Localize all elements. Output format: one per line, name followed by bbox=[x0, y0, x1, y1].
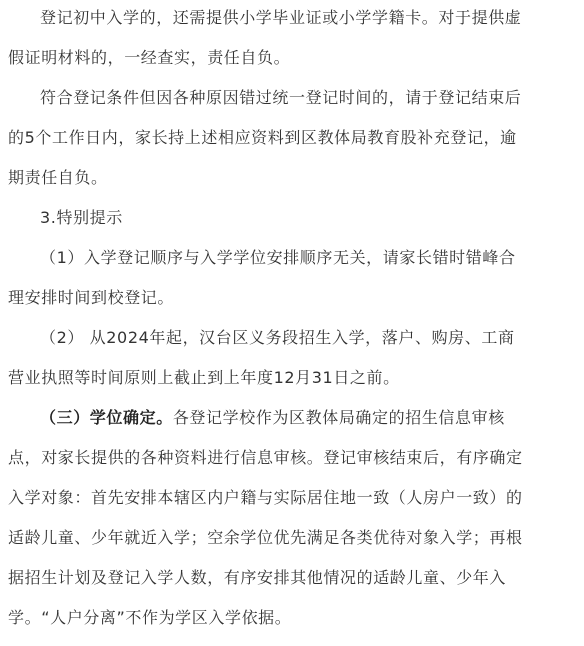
text-line: 登记初中入学的，还需提供小学毕业证或小学学籍卡。对于提供虚 bbox=[40, 8, 522, 27]
text-line: （1）入学登记顺序与入学学位安排顺序无关，请家长错时错峰合 bbox=[40, 248, 516, 267]
text-line: 期责任自负。 bbox=[8, 168, 108, 187]
text-line: 点，对家长提供的各种资料进行信息审核。登记审核结束后，有序确定 bbox=[8, 448, 523, 467]
paragraph-notice-1 bbox=[8, 238, 574, 318]
text-line: 符合登记条件但因各种原因错过统一登记时间的，请于登记结束后 bbox=[40, 88, 522, 107]
text-line: 假证明材料的，一经查实，责任自负。 bbox=[8, 48, 291, 67]
text-line bbox=[8, 398, 574, 438]
text-line: （2） 从2024年起，汉台区义务段招生入学，落户、购房、工商 bbox=[40, 328, 515, 347]
paragraph-notice-2 bbox=[8, 318, 574, 398]
section-heading-seat-confirmation: （三）学位确定。 bbox=[40, 408, 173, 427]
paragraph-registration-docs bbox=[8, 0, 574, 78]
text-line: 营业执照等时间原则上截止到上年度12月31日之前。 bbox=[8, 368, 400, 387]
text-line: 理安排时间到校登记。 bbox=[8, 288, 175, 307]
text-line: 入学对象：首先安排本辖区内户籍与实际居住地一致（人房户一致）的 bbox=[8, 488, 523, 507]
section-heading-special-notice bbox=[8, 198, 574, 238]
text-line: 学。“人户分离”不作为学区入学依据。 bbox=[8, 608, 292, 627]
text-span: 各登记学校作为区教体局确定的招生信息审核 bbox=[172, 408, 505, 427]
text-line: 的5个工作日内，家长持上述相应资料到区教体局教育股补充登记，逾 bbox=[8, 128, 517, 147]
text-line: 据招生计划及登记入学人数，有序安排其他情况的适龄儿童、少年入 bbox=[8, 568, 507, 587]
text-line: 适龄儿童、少年就近入学；空余学位优先满足各类优待对象入学；再根 bbox=[8, 528, 523, 547]
paragraph-late-registration bbox=[8, 78, 574, 198]
text-line: 3.特别提示 bbox=[40, 208, 123, 227]
paragraph-seat-confirmation bbox=[8, 398, 574, 638]
